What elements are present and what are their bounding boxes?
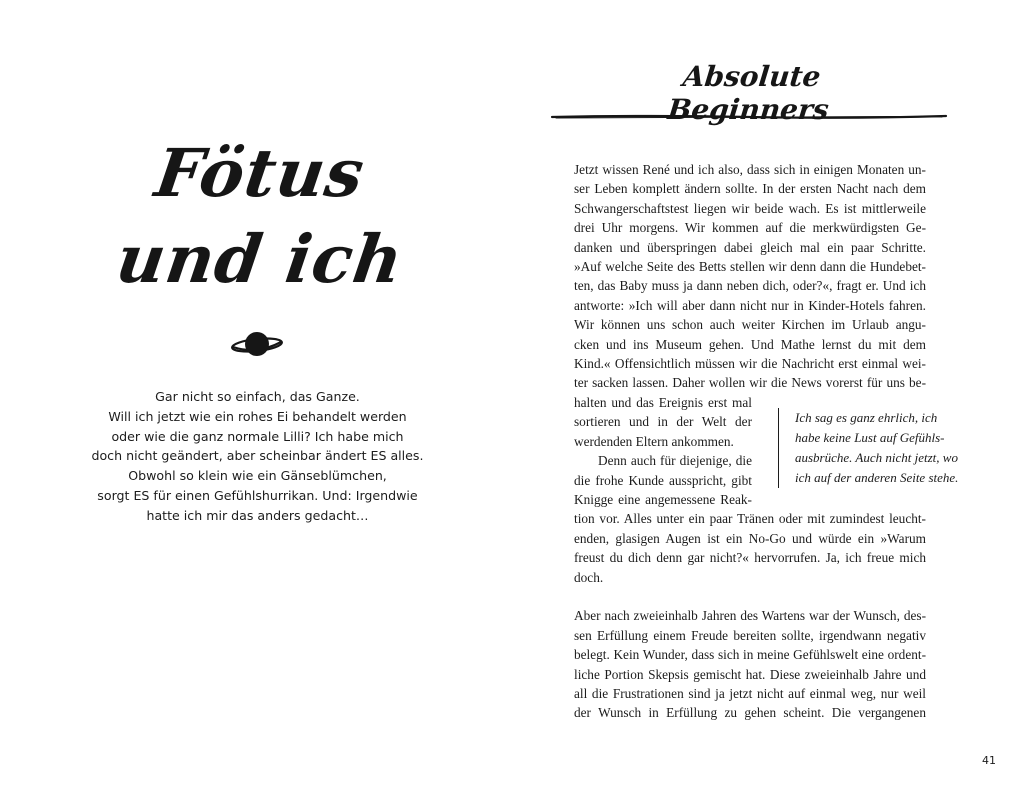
body-line: Kind.« Offensichtlich müssen wir die Nachricht erst einmal wei- [574, 356, 926, 372]
planet-icon [229, 327, 285, 361]
body-line: werdenden Eltern ankommen. [574, 433, 734, 449]
section-title: Absolute Beginners [666, 60, 831, 126]
body-line: drei Uhr morgens. Wir kommen auf die merkwürdigsten Ge- [574, 220, 926, 236]
body-line: »Auf welche Seite des Betts stellen wir denn dann die Hundebet- [574, 259, 926, 275]
body-line: Wir können uns schon auch weiter Kirchen im Urlaub angu- [574, 317, 926, 333]
body-line: sortieren und in der Welt der [574, 414, 752, 430]
intro-line: Will ich jetzt wie ein rohes Ei behandelt werden [108, 408, 407, 424]
intro-line: doch nicht geändert, aber scheinbar ändert ES alles. [91, 448, 424, 464]
body-line: Schwangerschaftstest liegen wir beide wach. Es ist mittlerweile [574, 200, 926, 216]
body-line: antworte: »Ich will aber dann nicht nur in Kinder-Hotels fahren. [574, 297, 926, 313]
intro-line: Obwohl so klein wie ein Gänseblümchen, [128, 468, 387, 484]
body-line: ser Leben komplett ändern sollte. In der ersten Nacht nach dem [574, 181, 926, 197]
pull-quote [778, 408, 977, 488]
body-line: liche Portion Skepsis gemischt hat. Diese zweieinhalb Jahre und [574, 666, 926, 682]
pull-quote-line: Ich sag es ganz ehrlich, ich [795, 410, 938, 425]
pull-quote-line: ausbrüche. Auch nicht jetzt, wo [795, 450, 958, 465]
body-line: tion vor. Alles unter ein paar Tränen oder mit zumindest leucht- [574, 511, 926, 527]
body-line: Knigge eine angemessene Reak- [574, 491, 752, 507]
intro-line: hatte ich mir das anders gedacht… [146, 507, 369, 523]
body-line: freust du dich denn gar nicht?« hervorrufen. Ja, ich freue mich [574, 550, 926, 566]
chapter-title-line-2: und ich [111, 220, 409, 298]
body-line: die frohe Kunde ausspricht, gibt [574, 472, 752, 488]
pull-quote-line: ich auf der anderen Seite stehe. [795, 470, 959, 485]
title-divider [550, 112, 948, 122]
body-line: danken und überspringen dabei gleich mal ein paar Schritte. [574, 239, 926, 255]
right-page [510, 0, 1020, 793]
body-line: der Wunsch in Erfüllung zu gehen scheint. Die vergangenen [574, 705, 926, 721]
intro-line: sorgt ES für einen Gefühlshurrikan. Und: Irgendwie [97, 487, 418, 503]
body-line: all die Frustrationen sind ja jetzt nicht auf einmal weg, nur weil [574, 685, 926, 701]
body-line: cken und ins Museum gehen. Und Mathe lernst du mit dem [574, 336, 926, 352]
body-line: Jetzt wissen René und ich also, dass sich in einigen Monaten un- [574, 162, 926, 177]
body-line: sen Erfüllung einem Freude bereiten sollte, irgendwann negativ [574, 627, 926, 643]
body-line: enden, glasigen Augen ist ein No-Go und würde ein »Warum [574, 530, 926, 546]
body-line: Aber nach zweieinhalb Jahren des Wartens war der Wunsch, des- [574, 608, 926, 624]
page-number: 41 [982, 754, 996, 767]
body-line: halten und das Ereignis erst mal [574, 394, 752, 410]
chapter-title-line-1: Fötus [150, 134, 370, 212]
body-line: Denn auch für diejenige, die [598, 453, 752, 469]
body-line: ter sacken lassen. Daher wollen wir die News vorerst für uns be- [574, 375, 926, 391]
chapter-intro [60, 387, 455, 526]
pull-quote-line: habe keine Lust auf Gefühls- [795, 430, 945, 445]
intro-line: oder wie die ganz normale Lilli? Ich habe mich [111, 428, 404, 444]
body-line: ten, das Baby muss ja dann neben dich, oder?«, fragt er. Und ich [574, 278, 926, 294]
body-line: doch. [574, 569, 604, 585]
body-line: belegt. Kein Wunder, dass sich in meine Gefühlswelt eine ordent- [574, 647, 926, 663]
paragraph-gap [574, 587, 926, 606]
intro-line: Gar nicht so einfach, das Ganze. [155, 389, 360, 404]
